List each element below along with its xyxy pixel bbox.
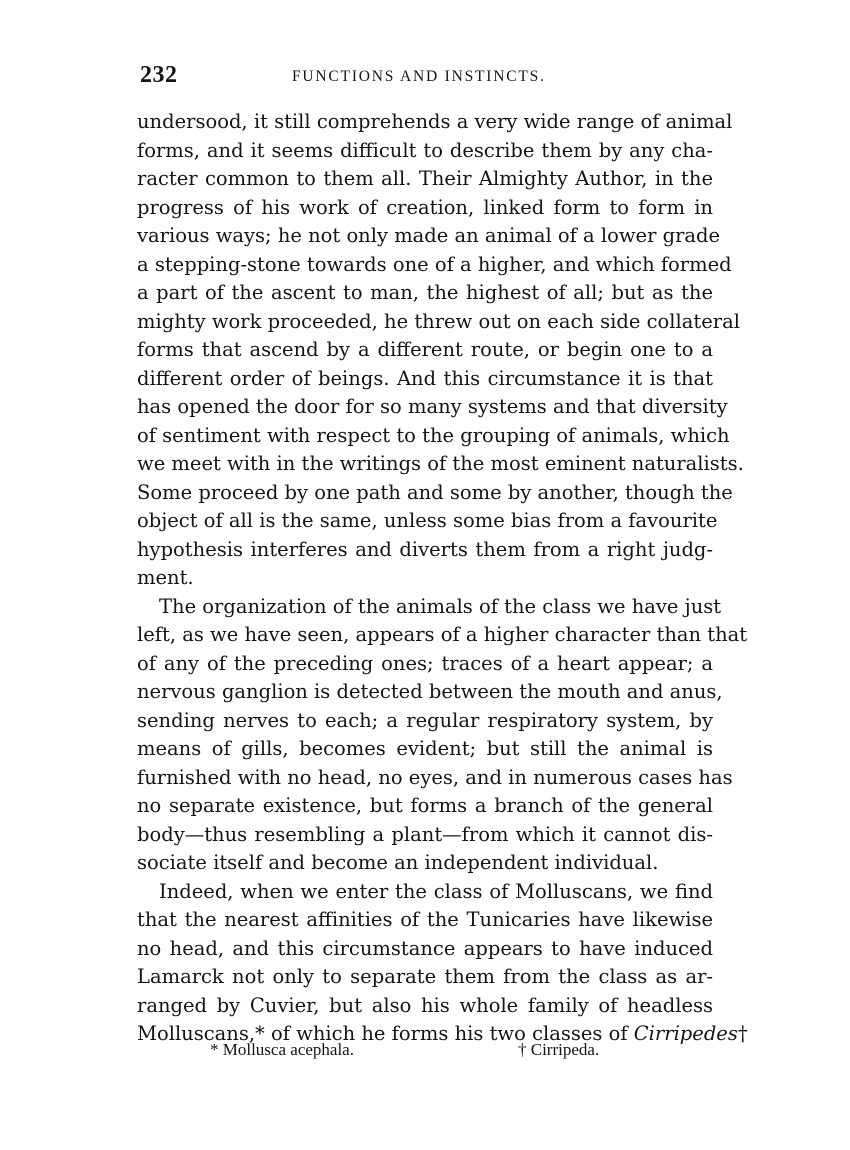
text-line: forms that ascend by a different route, or begin one to a [137,338,713,361]
text-line: racter common to them all. Their Almighty Author, in the [137,167,713,190]
text-line: forms, and it seems difficult to describe them by any cha- [137,138,713,162]
text-line: a part of the ascent to man, the highest of all; but as the [137,281,713,304]
text-line: no head, and this circumstance appears to have induced [137,936,713,960]
paragraph [137,878,748,1049]
text-line: The organization of the animals of the class we have just [159,594,722,618]
text-line: undersood, it still comprehends a very wide range of animal [137,110,733,133]
text-line: sociate itself and become an independent individual. [137,851,659,874]
italic-term: Cirripedes [633,1022,738,1045]
text-line: a stepping-stone towards one of a higher, and which formed [137,252,732,276]
text-line: hypothesis interferes and diverts them from a right judg- [137,537,713,561]
text-line: various ways; he not only made an animal of a lower grade [137,224,721,247]
text-line: furnished with no head, no eyes, and in numerous cases has [137,765,733,789]
text-line: ment. [137,566,194,589]
text-line: we meet with in the writings of the most eminent naturalists. [137,452,744,475]
text-line: Lamarck not only to separate them from the class as ar- [137,965,713,988]
dagger-mark: † [737,1022,748,1045]
text-line: different order of beings. And this circumstance it is that [137,366,713,390]
text-line: ranged by Cuvier, but also his whole family of headless [137,993,713,1017]
text-segment: Molluscans,* of which he forms his two classes of [137,1022,634,1045]
page-header [140,62,720,92]
footnote-mollusca: * Mollusca acephala. [210,1040,354,1059]
text-line: that the nearest affinities of the Tunicaries have likewise [137,908,713,931]
text-line: no separate existence, but forms a branch of the general [137,794,713,817]
body-text [137,108,748,1049]
text-line: has opened the door for so many systems and that diversity [137,395,728,418]
paragraph [137,593,748,878]
footnote-cirripeda: † Cirripeda. [518,1040,600,1059]
text-line: progress of his work of creation, linked form to form in [137,195,713,219]
text-line: mighty work proceeded, he threw out on each side collateral [137,309,740,333]
paragraph [137,108,744,593]
text-line: sending nerves to each; a regular respiratory system, by [137,708,713,732]
running-title: FUNCTIONS AND INSTINCTS. [292,68,546,85]
text-line: means of gills, becomes evident; but still the animal is [137,737,713,760]
text-line: Some proceed by one path and some by another, though the [137,480,733,504]
text-line: of any of the preceding ones; traces of a heart appear; a [137,651,713,675]
text-line: of sentiment with respect to the grouping of animals, which [137,423,730,447]
text-line: object of all is the same, unless some bias from a favourite [137,509,718,532]
text-line: body—thus resembling a plant—from which it cannot dis- [137,822,713,846]
text-line: left, as we have seen, appears of a higher character than that [137,623,748,646]
footnotes [210,1040,640,1064]
page-number: 232 [140,62,178,88]
text-line: Indeed, when we enter the class of Molluscans, we find [159,879,713,903]
text-line: nervous ganglion is detected between the mouth and anus, [137,680,723,703]
